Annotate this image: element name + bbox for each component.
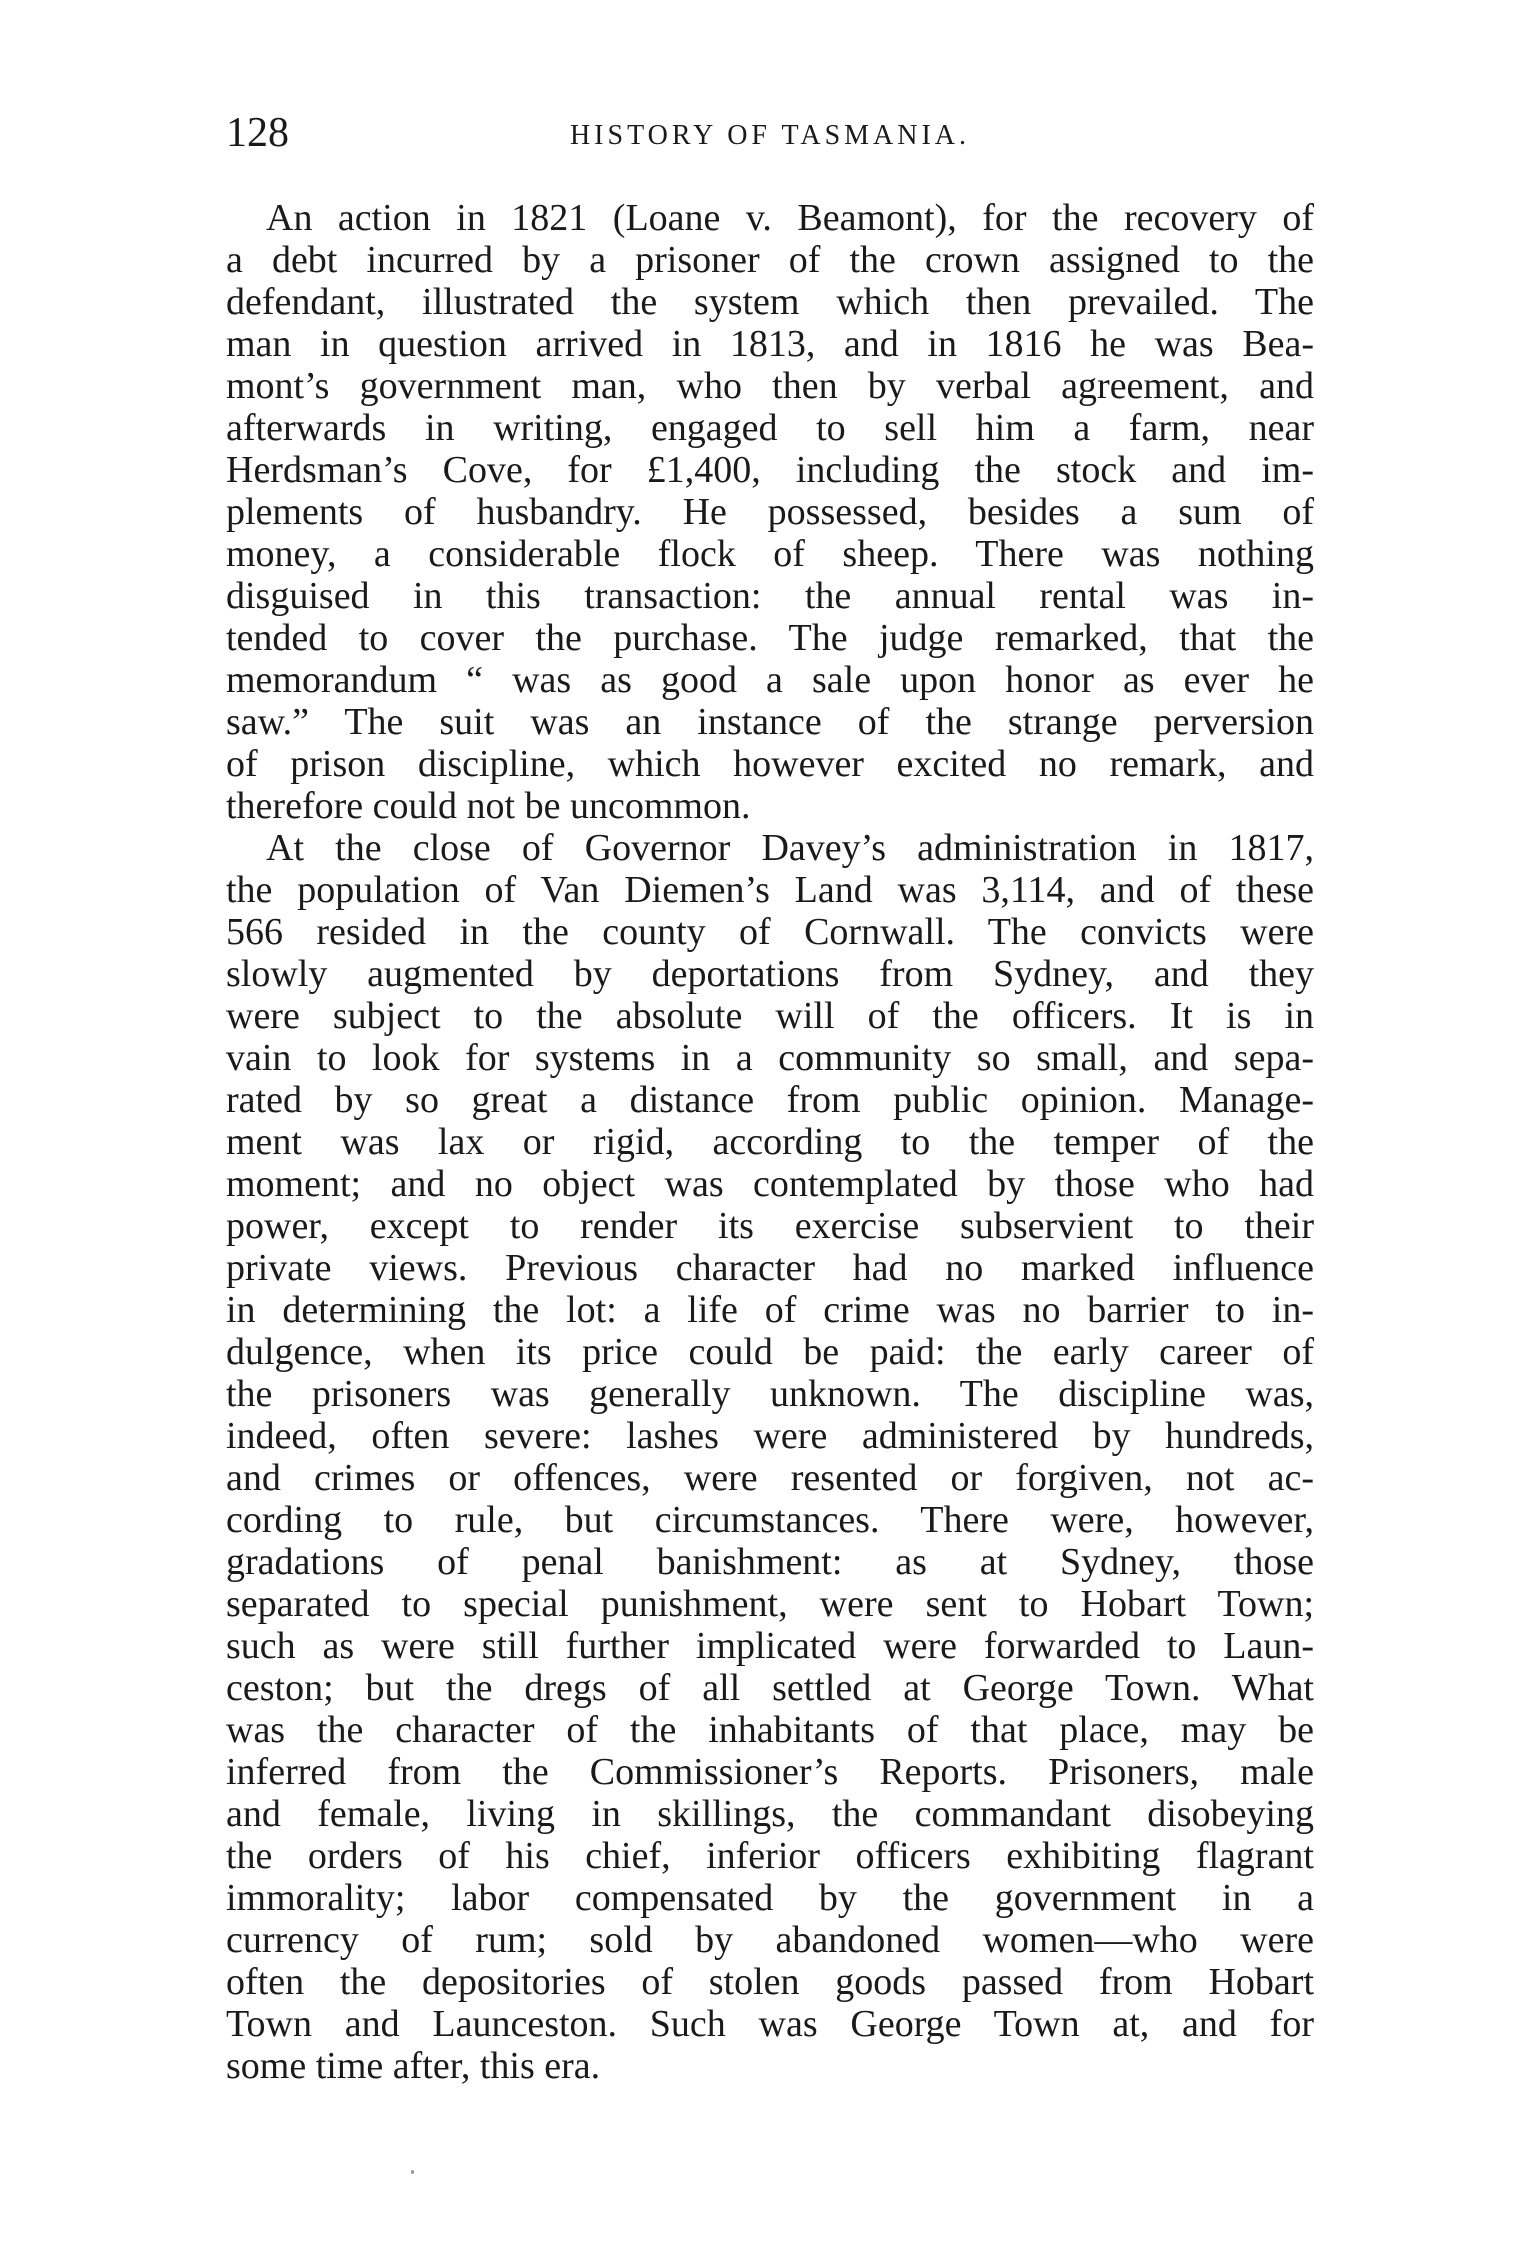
text-line: the population of Van Diemen’s Land was 3,114, and of these bbox=[226, 869, 1314, 911]
text-line: man in question arrived in 1813, and in 1816 he was Bea- bbox=[226, 323, 1314, 365]
text-line: and crimes or offences, were resented or forgiven, not ac- bbox=[226, 1457, 1314, 1499]
text-line: often the depositories of stolen goods passed from Hobart bbox=[226, 1961, 1314, 2003]
text-line: vain to look for systems in a community so small, and sepa- bbox=[226, 1037, 1314, 1079]
text-line: some time after, this era. bbox=[226, 2045, 601, 2087]
text-line: and female, living in skillings, the commandant disobeying bbox=[226, 1793, 1314, 1835]
text-line: separated to special punishment, were sent to Hobart Town; bbox=[226, 1583, 1314, 1625]
text-line: ment was lax or rigid, according to the temper of the bbox=[226, 1121, 1314, 1163]
text-line: An action in 1821 (Loane v. Beamont), for the recovery of bbox=[266, 197, 1314, 239]
text-line: indeed, often severe: lashes were administered by hundreds, bbox=[226, 1415, 1314, 1457]
paper-speck bbox=[411, 2170, 414, 2174]
text-line: ceston; but the dregs of all settled at George Town. What bbox=[226, 1667, 1314, 1709]
text-line: in determining the lot: a life of crime was no barrier to in- bbox=[226, 1289, 1314, 1331]
body-text bbox=[226, 197, 1314, 2087]
text-line: defendant, illustrated the system which then prevailed. The bbox=[226, 281, 1314, 323]
text-line: plements of husbandry. He possessed, besides a sum of bbox=[226, 491, 1314, 533]
text-line: dulgence, when its price could be paid: the early career of bbox=[226, 1331, 1314, 1373]
text-line: 566 resided in the county of Cornwall. The convicts were bbox=[226, 911, 1314, 953]
text-line: Town and Launceston. Such was George Town at, and for bbox=[226, 2003, 1314, 2045]
text-line: tended to cover the purchase. The judge remarked, that the bbox=[226, 617, 1314, 659]
text-line: At the close of Governor Davey’s administration in 1817, bbox=[266, 827, 1314, 869]
text-line: the prisoners was generally unknown. The discipline was, bbox=[226, 1373, 1314, 1415]
text-line: power, except to render its exercise subservient to their bbox=[226, 1205, 1314, 1247]
text-line: private views. Previous character had no marked influence bbox=[226, 1247, 1314, 1289]
text-line: the orders of his chief, inferior officers exhibiting flagrant bbox=[226, 1835, 1314, 1877]
text-line: cording to rule, but circumstances. There were, however, bbox=[226, 1499, 1314, 1541]
text-line: rated by so great a distance from public opinion. Manage- bbox=[226, 1079, 1314, 1121]
text-line: a debt incurred by a prisoner of the crown assigned to the bbox=[226, 239, 1314, 281]
page-number: 128 bbox=[226, 110, 289, 156]
text-line: money, a considerable flock of sheep. There was nothing bbox=[226, 533, 1314, 575]
text-line: slowly augmented by deportations from Sydney, and they bbox=[226, 953, 1314, 995]
text-line: currency of rum; sold by abandoned women—who were bbox=[226, 1919, 1314, 1961]
text-line: such as were still further implicated were forwarded to Laun- bbox=[226, 1625, 1314, 1667]
text-line: were subject to the absolute will of the officers. It is in bbox=[226, 995, 1314, 1037]
text-line: saw.” The suit was an instance of the strange perversion bbox=[226, 701, 1314, 743]
text-line: afterwards in writing, engaged to sell him a farm, near bbox=[226, 407, 1314, 449]
running-title: HISTORY OF TASMANIA. bbox=[569, 120, 971, 151]
text-line: Herdsman’s Cove, for £1,400, including the stock and im- bbox=[226, 449, 1314, 491]
text-line: inferred from the Commissioner’s Reports. Prisoners, male bbox=[226, 1751, 1314, 1793]
text-line: mont’s government man, who then by verbal agreement, and bbox=[226, 365, 1314, 407]
text-line: therefore could not be uncommon. bbox=[226, 785, 751, 827]
text-line: disguised in this transaction: the annual rental was in- bbox=[226, 575, 1314, 617]
paragraph-loane-v-beamont bbox=[226, 197, 1314, 827]
text-line: of prison discipline, which however excited no remark, and bbox=[226, 743, 1314, 785]
paragraph-governor-davey bbox=[226, 827, 1314, 2087]
text-line: immorality; labor compensated by the government in a bbox=[226, 1877, 1314, 1919]
text-line: gradations of penal banishment: as at Sydney, those bbox=[226, 1541, 1314, 1583]
running-head bbox=[226, 108, 1314, 158]
text-line: was the character of the inhabitants of that place, may be bbox=[226, 1709, 1314, 1751]
text-line: memorandum “ was as good a sale upon honor as ever he bbox=[226, 659, 1314, 701]
text-line: moment; and no object was contemplated by those who had bbox=[226, 1163, 1314, 1205]
